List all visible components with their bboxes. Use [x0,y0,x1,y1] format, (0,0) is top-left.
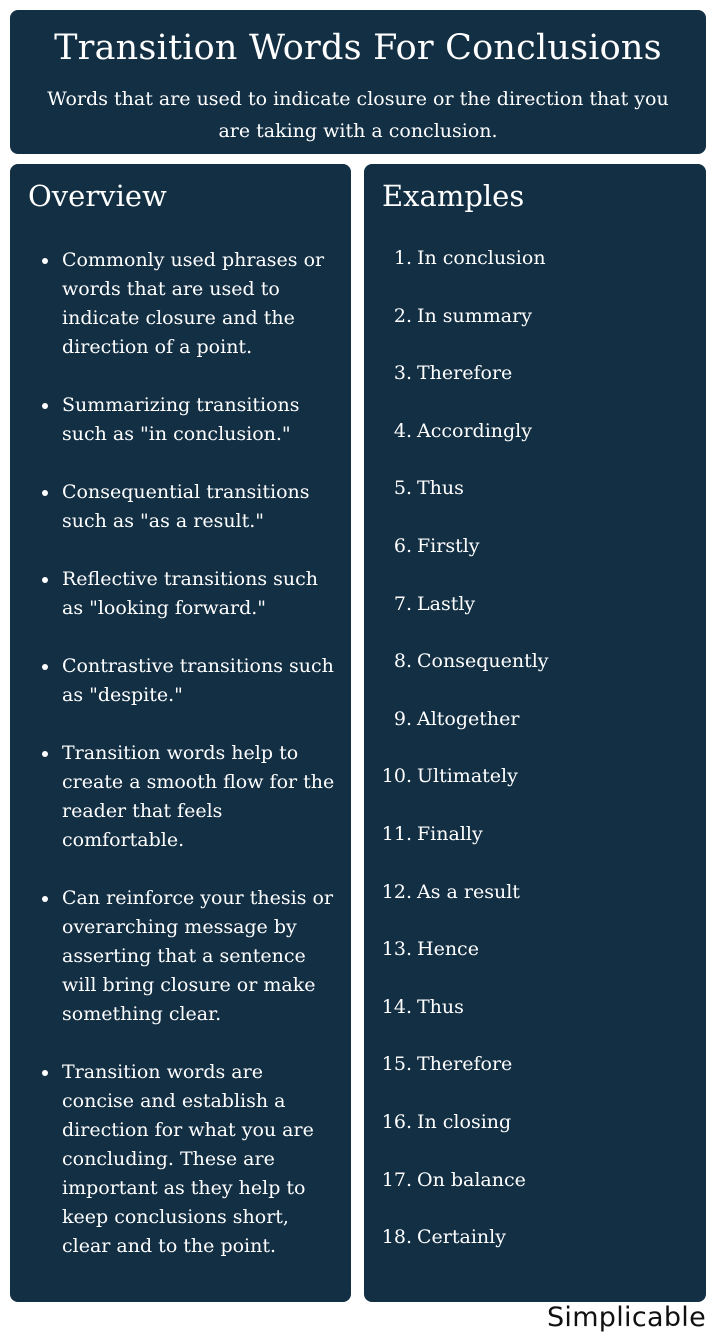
bullet-icon [42,896,48,902]
overview-heading: Overview [28,179,167,213]
overview-item-text: Transition words help to create a smooth flow for the reader that feels comfortable. [62,742,335,851]
example-number: 3. [393,362,412,385]
bullet-icon [42,403,48,409]
bullet-icon [42,664,48,670]
example-number: 17. [381,1168,412,1191]
example-item [364,1049,694,1107]
example-item [364,358,694,416]
example-text: Finally [417,822,483,845]
example-item [364,704,694,762]
overview-item-text: Commonly used phrases or words that are used to indicate closure and the direction of a point. [62,249,325,358]
example-number: 13. [381,938,412,961]
example-text: Therefore [417,1053,513,1076]
example-number: 9. [393,707,412,730]
overview-item [10,565,340,623]
example-number: 16. [381,1110,412,1133]
page-subtitle: Words that are used to indicate closure or the direction that you are taking with a conclusion. [47,88,669,142]
example-item [364,992,694,1050]
example-text: Therefore [417,362,513,385]
page-title: Transition Words For Conclusions [54,28,662,68]
example-item [364,877,694,935]
bullet-icon [42,577,48,583]
example-number: 12. [381,880,412,903]
example-item [364,243,694,301]
example-number: 11. [381,822,412,845]
overview-item-text: Summarizing transitions such as "in conclusion." [62,394,300,445]
example-text: Thus [417,995,464,1018]
example-item [364,1107,694,1165]
example-text: Thus [417,477,464,500]
example-number: 5. [393,477,412,500]
example-number: 10. [381,765,412,788]
example-number: 1. [393,247,412,269]
header-panel [10,10,706,154]
example-text: In conclusion [417,247,546,269]
overview-item-text: Transition words are concise and establish a direction for what you are concluding. These are important as they help to keep conclusions short, clear and to the point. [62,1061,314,1257]
bullet-icon [42,1070,48,1076]
example-text: In closing [417,1110,512,1133]
examples-panel [364,164,706,1302]
bullet-icon [42,751,48,757]
bullet-icon [42,490,48,496]
example-number: 7. [393,592,412,615]
example-number: 8. [393,650,412,673]
example-number: 2. [393,304,412,327]
overview-item-text: Reflective transitions such as "looking forward." [62,568,318,619]
example-text: Altogether [417,707,520,730]
overview-list [10,246,340,1290]
example-item [364,301,694,359]
overview-item [10,478,340,536]
example-number: 4. [393,419,412,442]
example-text: Consequently [417,650,549,673]
overview-item [10,739,340,855]
bullet-icon [42,258,48,264]
example-text: Hence [417,938,479,961]
example-item [364,761,694,819]
example-item [364,416,694,474]
overview-panel [10,164,351,1302]
example-item [364,531,694,589]
example-number: 18. [381,1226,412,1249]
examples-heading: Examples [382,179,525,213]
overview-item [10,246,340,362]
example-text: Lastly [417,592,476,615]
example-text: Ultimately [417,765,518,788]
overview-item [10,884,340,1029]
example-item [364,589,694,647]
example-text: As a result [417,880,520,903]
example-text: Accordingly [417,419,532,442]
overview-item-text: Consequential transitions such as "as a result." [62,481,310,532]
example-text: On balance [417,1168,526,1191]
example-text: Certainly [417,1226,506,1249]
overview-item-text: Contrastive transitions such as "despite." [62,655,334,706]
example-item [364,646,694,704]
example-text: Firstly [417,534,480,557]
example-number: 15. [381,1053,412,1076]
example-number: 14. [381,995,412,1018]
brand-logo: Simplicable [546,1302,706,1333]
example-item [364,819,694,877]
overview-item [10,652,340,710]
overview-item-text: Can reinforce your thesis or overarching message by asserting that a sentence will bring closure or make something clear. [62,887,334,1025]
example-number: 6. [393,534,412,557]
overview-item [10,1058,340,1261]
example-item [364,473,694,531]
examples-list [364,243,694,1280]
example-item [364,934,694,992]
example-item [364,1222,694,1280]
overview-item [10,391,340,449]
example-item [364,1165,694,1223]
example-text: In summary [417,304,532,327]
